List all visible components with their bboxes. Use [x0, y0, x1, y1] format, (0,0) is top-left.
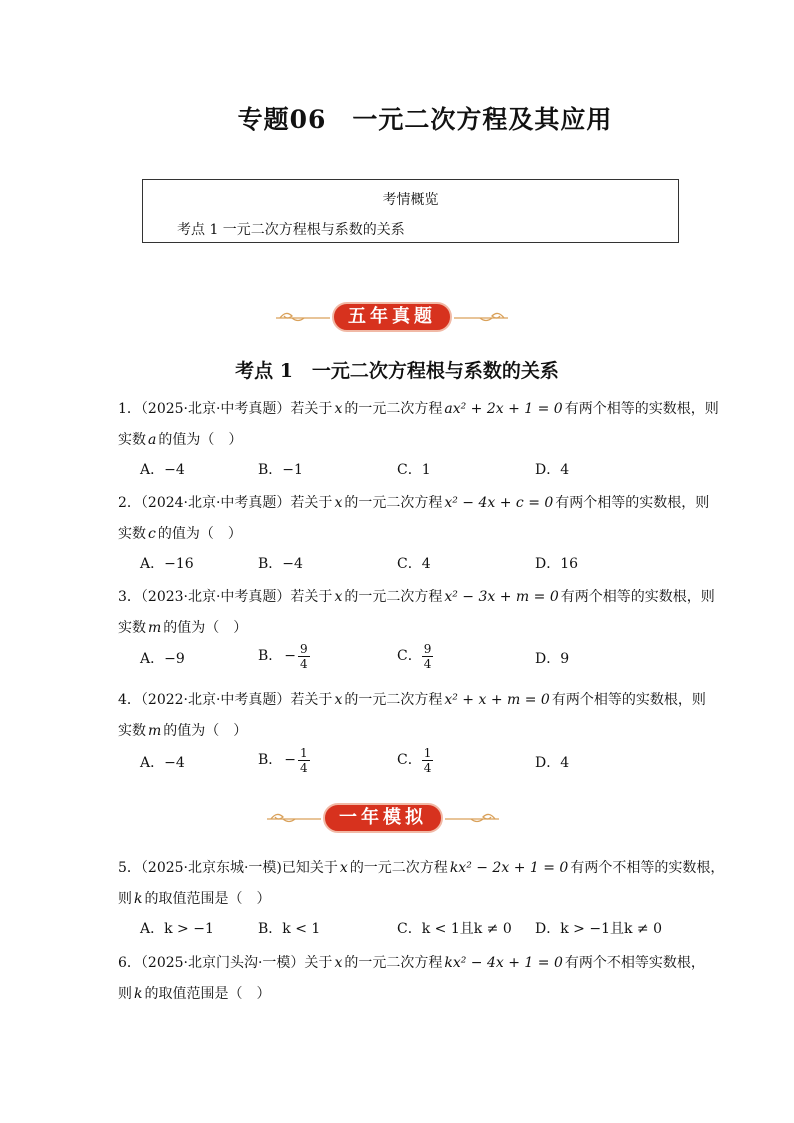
variable: a	[148, 432, 157, 448]
choice-c: C．1	[397, 462, 431, 478]
variable: m	[148, 620, 162, 636]
question-text: 的一元二次方程	[344, 692, 443, 708]
minus-sign: −	[284, 752, 297, 768]
choice-label: C．	[397, 752, 422, 768]
question-2-stem	[118, 492, 709, 512]
banner-badge: 五年真题	[332, 302, 452, 332]
question-4-stem-cont	[118, 720, 247, 740]
choice-value: 4	[560, 755, 570, 771]
choice-label: D．	[535, 755, 561, 771]
question-prefix: 3．（2023·北京·中考真题）若关于	[118, 589, 333, 605]
question-6-stem-cont	[118, 983, 270, 1003]
variable: x	[334, 692, 343, 708]
question-suffix: 有两个相等的实数根，则	[551, 692, 706, 708]
choice-d	[535, 648, 569, 668]
choice-d	[535, 752, 569, 772]
question-text: 的取值范围是（ ）	[144, 891, 271, 907]
question-6-stem	[118, 952, 705, 972]
choice-b	[258, 740, 310, 780]
question-text: 的一元二次方程	[344, 495, 443, 511]
variable: k	[134, 891, 143, 907]
banner-one-year	[263, 801, 503, 837]
choice-value: 9	[560, 651, 570, 667]
question-text: 的一元二次方程	[344, 589, 443, 605]
section-title: 考点 1 一元二次方程根与系数的关系	[235, 360, 559, 382]
equation: kx² − 4x + 1 = 0	[444, 955, 563, 971]
question-text: 实数	[118, 432, 146, 448]
overview-box	[142, 179, 679, 243]
choice-label: D．	[535, 651, 561, 667]
question-text: 的值为（ ）	[163, 723, 248, 739]
variable: c	[148, 526, 156, 542]
choice-a	[140, 752, 185, 772]
page-title: 专题06 一元二次方程及其应用	[237, 105, 613, 134]
numerator: 9	[300, 641, 308, 656]
variable: x	[339, 860, 348, 876]
fraction	[422, 746, 434, 775]
question-suffix: 有两个相等的实数根，则	[555, 495, 710, 511]
choice-a: A．k > −1	[140, 921, 214, 937]
numerator: 1	[423, 745, 432, 760]
choice-label: A．	[140, 755, 165, 771]
fraction	[298, 642, 310, 671]
choice-value: −9	[164, 651, 185, 667]
question-text: 的一元二次方程	[344, 955, 443, 971]
choice-d: D．4	[535, 462, 570, 478]
question-suffix: 有两个相等的实数根，则	[564, 401, 719, 417]
question-text: 实数	[118, 723, 146, 739]
choice-label: C．	[397, 648, 422, 664]
question-prefix: 5．（2025·北京东城·一模)已知关于	[118, 860, 338, 876]
variable: x	[334, 495, 343, 511]
question-text: 的取值范围是（ ）	[144, 986, 271, 1002]
question-suffix: 有两个不相等实数根，	[564, 955, 705, 971]
choice-d: D．k > −1且k ≠ 0	[535, 921, 662, 937]
variable: x	[334, 589, 343, 605]
question-2-stem-cont	[118, 523, 242, 543]
choice-label: A．	[140, 651, 165, 667]
equation: ax² + 2x + 1 = 0	[444, 401, 563, 417]
minus-sign: −	[284, 648, 297, 664]
overview-heading: 考情概览	[382, 192, 439, 208]
equation: kx² − 2x + 1 = 0	[449, 860, 569, 876]
fraction	[298, 746, 310, 775]
question-suffix: 有两个相等的实数根，则	[560, 589, 715, 605]
question-prefix: 6．（2025·北京门头沟·一模）关于	[118, 955, 333, 971]
equation: x² − 3x + m = 0	[444, 589, 559, 605]
variable: m	[148, 723, 162, 739]
question-suffix: 有两个不相等的实数根，	[570, 860, 725, 876]
denominator: 4	[423, 656, 432, 671]
denominator: 4	[300, 760, 308, 775]
question-text: 的值为（ ）	[163, 620, 248, 636]
question-1-stem	[118, 398, 719, 418]
choice-b: B．−1	[258, 462, 303, 478]
choice-a: A．−4	[140, 462, 185, 478]
variable: x	[334, 401, 343, 417]
question-text: 则	[118, 986, 132, 1002]
equation: x² − 4x + c = 0	[444, 495, 554, 511]
question-text: 的值为（ ）	[157, 526, 242, 542]
banner-five-years	[272, 300, 512, 336]
question-prefix: 1．（2025·北京·中考真题）若关于	[118, 401, 333, 417]
choice-label: B．	[258, 752, 283, 768]
choice-a: A．−16	[140, 556, 194, 572]
overview-item: 考点 1 一元二次方程根与系数的关系	[177, 222, 405, 238]
question-text: 的一元二次方程	[344, 401, 443, 417]
question-text: 实数	[118, 526, 146, 542]
choice-b	[258, 636, 310, 676]
question-text: 的一元二次方程	[349, 860, 448, 876]
question-3-stem-cont	[118, 617, 247, 637]
choice-label: B．	[258, 648, 283, 664]
question-prefix: 4．（2022·北京·中考真题）若关于	[118, 692, 333, 708]
question-5-stem-cont	[118, 888, 270, 908]
choice-c	[397, 740, 433, 780]
variable: x	[334, 955, 343, 971]
denominator: 4	[300, 656, 308, 671]
choice-c: C．k < 1且k ≠ 0	[397, 921, 512, 937]
choice-value: −4	[164, 755, 185, 771]
choice-d: D．16	[535, 556, 579, 572]
question-1-stem-cont	[118, 429, 242, 449]
question-5-stem	[118, 857, 724, 877]
choice-b: B．−4	[258, 556, 303, 572]
question-text: 则	[118, 891, 132, 907]
question-text: 实数	[118, 620, 146, 636]
banner-badge: 一年模拟	[323, 803, 443, 833]
variable: k	[134, 986, 143, 1002]
question-3-stem	[118, 586, 715, 606]
equation: x² + x + m = 0	[444, 692, 550, 708]
choice-c	[397, 636, 433, 676]
question-text: 的值为（ ）	[158, 432, 243, 448]
numerator: 9	[423, 641, 432, 656]
question-prefix: 2．（2024·北京·中考真题）若关于	[118, 495, 333, 511]
choice-a	[140, 648, 185, 668]
choice-c: C．4	[397, 556, 431, 572]
numerator: 1	[300, 745, 308, 760]
denominator: 4	[423, 760, 432, 775]
choice-b: B．k < 1	[258, 921, 321, 937]
question-4-stem	[118, 689, 706, 709]
fraction	[422, 642, 434, 671]
